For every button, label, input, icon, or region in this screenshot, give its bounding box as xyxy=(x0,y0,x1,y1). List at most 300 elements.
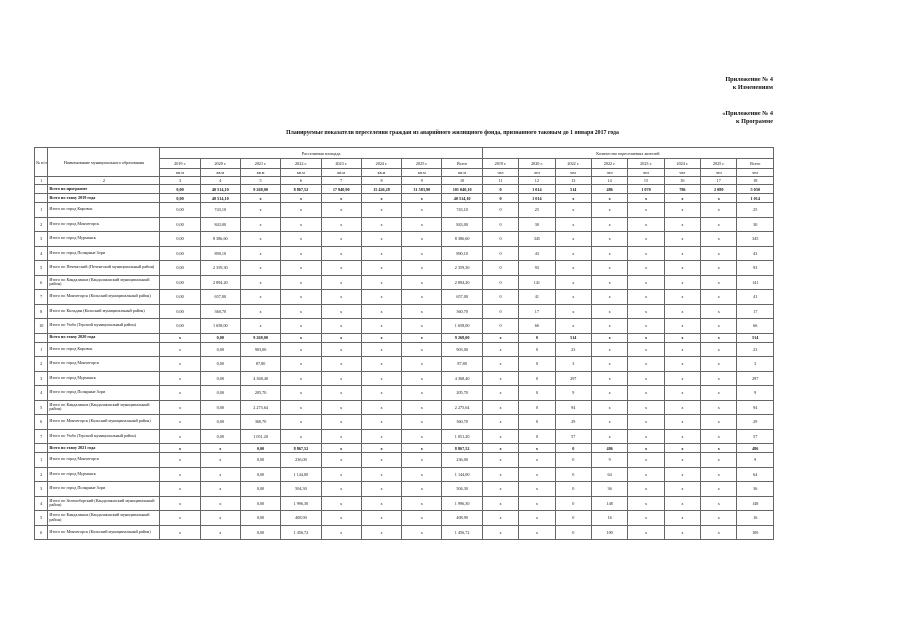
table-cell: х xyxy=(628,275,664,290)
table-cell: х xyxy=(482,400,518,415)
table-cell: х xyxy=(591,415,627,430)
table-cell: 743,10 xyxy=(200,203,240,218)
table-cell: 0 xyxy=(482,203,518,218)
table-cell: х xyxy=(664,357,700,372)
table-cell: х xyxy=(664,194,700,203)
table-cell: х xyxy=(591,429,627,444)
table-cell: 101 040,10 xyxy=(442,185,482,194)
table-cell: х xyxy=(361,371,401,386)
column-index: 2 xyxy=(48,177,160,185)
table-cell: х xyxy=(240,194,280,203)
unit-header: кв.м xyxy=(321,169,361,177)
year-header: 2022 г. xyxy=(555,159,591,169)
table-cell: х xyxy=(361,496,401,511)
table-cell: х xyxy=(701,400,737,415)
col-municipality-header: Наименование муниципального образования xyxy=(48,148,160,177)
table-cell: 0,00 xyxy=(240,482,280,497)
table-cell: х xyxy=(555,304,591,319)
appendix-line-1: Приложение № 4 xyxy=(725,76,773,83)
table-cell: х xyxy=(281,246,321,261)
table-cell: х xyxy=(628,217,664,232)
table-cell: 16 xyxy=(591,511,627,526)
column-index: 16 xyxy=(664,177,700,185)
table-cell: 64 xyxy=(737,467,774,482)
row-number: 6 xyxy=(35,525,48,540)
column-index: 14 xyxy=(591,177,627,185)
unit-header: кв.м xyxy=(361,169,401,177)
row-number: 1 xyxy=(35,453,48,468)
table-cell: х xyxy=(321,444,361,453)
table-cell: х xyxy=(628,453,664,468)
table-cell: х xyxy=(240,217,280,232)
table-cell: 2 275,64 xyxy=(240,400,280,415)
unit-header: кв.м xyxy=(200,169,240,177)
table-cell: 23 xyxy=(737,342,774,357)
table-cell: х xyxy=(200,511,240,526)
table-cell: 41 xyxy=(519,290,555,305)
table-cell: х xyxy=(591,261,627,276)
table-cell: 1 144,00 xyxy=(442,467,482,482)
table-cell: х xyxy=(160,429,200,444)
municipality-name: Итого по город Кировск xyxy=(48,342,160,357)
table-cell: 87,80 xyxy=(240,357,280,372)
table-cell: 297 xyxy=(555,371,591,386)
table-cell: х xyxy=(701,275,737,290)
table-cell: 0,00 xyxy=(240,525,280,540)
table-cell: 3 xyxy=(555,357,591,372)
table-cell: х xyxy=(628,525,664,540)
table-cell: 40 514,10 xyxy=(200,185,240,194)
table-cell: х xyxy=(160,400,200,415)
table-cell: 0,00 xyxy=(160,246,200,261)
table-cell: х xyxy=(628,232,664,247)
municipality-name: Итого по город Мурманск xyxy=(48,232,160,247)
table-cell: 0 xyxy=(555,496,591,511)
table-cell: х xyxy=(591,290,627,305)
table-cell: 41 xyxy=(737,290,774,305)
table-cell: 93 xyxy=(519,261,555,276)
table-cell: 345 xyxy=(737,232,774,247)
table-cell: х xyxy=(361,275,401,290)
table-cell: х xyxy=(664,217,700,232)
municipality-name: Итого по Зеленоборский (Кандалакшский муниципальный район) xyxy=(48,496,160,511)
table-cell: 9 268,00 xyxy=(240,185,280,194)
table-cell: 29 xyxy=(555,415,591,430)
table-cell: х xyxy=(628,342,664,357)
table-cell: 0,00 xyxy=(240,453,280,468)
municipality-name: Всего по этапу 2019 года xyxy=(48,194,160,203)
table-cell: х xyxy=(361,467,401,482)
table-cell: х xyxy=(664,525,700,540)
column-index: 1 xyxy=(35,177,48,185)
table-cell: х xyxy=(591,400,627,415)
table-cell: 0,00 xyxy=(160,232,200,247)
table-cell: 657,00 xyxy=(442,290,482,305)
table-cell: 17 xyxy=(519,304,555,319)
table-cell: х xyxy=(361,415,401,430)
table-cell: х xyxy=(281,261,321,276)
table-cell: х xyxy=(591,217,627,232)
column-index: 11 xyxy=(482,177,518,185)
table-cell: 890,10 xyxy=(442,246,482,261)
table-cell: 40 514,10 xyxy=(442,194,482,203)
table-cell: 25 xyxy=(737,203,774,218)
row-number: 4 xyxy=(35,386,48,401)
table-cell: х xyxy=(160,333,200,342)
row-number: 6 xyxy=(35,275,48,290)
table-cell: х xyxy=(701,232,737,247)
table-cell: х xyxy=(628,386,664,401)
table-cell: х xyxy=(628,511,664,526)
table-cell: х xyxy=(701,203,737,218)
table-cell: х xyxy=(664,386,700,401)
table-cell: х xyxy=(591,342,627,357)
table-cell: 743,10 xyxy=(442,203,482,218)
table-cell: 9 xyxy=(591,453,627,468)
table-cell: х xyxy=(482,511,518,526)
appendix-line-2: к Изменениям xyxy=(732,84,773,91)
table-cell: х xyxy=(519,444,555,453)
table-cell: 57 xyxy=(737,429,774,444)
table-cell: х xyxy=(701,525,737,540)
row-number: 5 xyxy=(35,261,48,276)
table-cell: 4 368,40 xyxy=(442,371,482,386)
row-number: 4 xyxy=(35,496,48,511)
table-cell: 36 xyxy=(591,482,627,497)
table-row xyxy=(35,400,774,415)
table-cell: х xyxy=(321,453,361,468)
column-index: 4 xyxy=(200,177,240,185)
table-cell: х xyxy=(591,246,627,261)
column-index: 8 xyxy=(361,177,401,185)
table-cell: 0,00 xyxy=(200,371,240,386)
municipality-name: Итого по город Кировск xyxy=(48,203,160,218)
row-number: 7 xyxy=(35,290,48,305)
table-cell: х xyxy=(160,511,200,526)
table-cell: х xyxy=(664,261,700,276)
table-cell: х xyxy=(402,357,442,372)
unit-header: кв.м xyxy=(240,169,280,177)
table-cell: 0,00 xyxy=(200,386,240,401)
table-cell: х xyxy=(200,482,240,497)
row-number: 3 xyxy=(35,482,48,497)
table-cell: х xyxy=(701,304,737,319)
table-cell: 94 xyxy=(555,400,591,415)
table-cell: х xyxy=(701,290,737,305)
row-number: 2 xyxy=(35,357,48,372)
table-cell: 297 xyxy=(737,371,774,386)
table-cell: 843,00 xyxy=(200,217,240,232)
table-cell: 0,00 xyxy=(160,203,200,218)
table-cell: х xyxy=(321,511,361,526)
table-cell: х xyxy=(591,275,627,290)
row-number: 2 xyxy=(35,217,48,232)
row-number xyxy=(35,444,48,453)
table-cell: 504,30 xyxy=(442,482,482,497)
table-cell: 2 359,30 xyxy=(442,261,482,276)
table-cell: 0,00 xyxy=(200,357,240,372)
table-cell: 36 xyxy=(737,482,774,497)
table-cell: 786 xyxy=(664,185,700,194)
table-cell: х xyxy=(628,357,664,372)
table-cell: х xyxy=(402,203,442,218)
table-cell: 0 xyxy=(482,290,518,305)
table-cell: х xyxy=(664,511,700,526)
table-row xyxy=(35,261,774,276)
table-cell: х xyxy=(402,415,442,430)
table-cell: х xyxy=(664,444,700,453)
table-cell: х xyxy=(664,232,700,247)
unit-header: чел xyxy=(737,169,774,177)
table-cell: х xyxy=(160,371,200,386)
table-cell: 1 456,72 xyxy=(281,525,321,540)
year-header: Всего xyxy=(442,159,482,169)
year-header: 2020 г. xyxy=(519,159,555,169)
table-cell: 64 xyxy=(591,467,627,482)
table-cell: 141 xyxy=(519,275,555,290)
column-index: 5 xyxy=(240,177,280,185)
table-cell: 408,90 xyxy=(442,511,482,526)
table-cell: х xyxy=(321,217,361,232)
table-cell: х xyxy=(519,525,555,540)
table-cell: 0 xyxy=(555,444,591,453)
table-cell: 0 xyxy=(519,429,555,444)
table-cell: 0,00 xyxy=(160,194,200,203)
table-cell: х xyxy=(628,429,664,444)
table-cell: 0,00 xyxy=(160,304,200,319)
year-header: Всего xyxy=(737,159,774,169)
table-cell: х xyxy=(664,319,700,334)
unit-header: кв.м xyxy=(281,169,321,177)
table-row xyxy=(35,482,774,497)
table-cell: х xyxy=(321,467,361,482)
table-cell: 0 xyxy=(555,511,591,526)
table-cell: 9 xyxy=(555,386,591,401)
table-cell: х xyxy=(628,400,664,415)
table-cell: х xyxy=(240,246,280,261)
group-residents-header: Количество переселяемых жителей xyxy=(482,148,773,159)
unit-header: чел xyxy=(591,169,627,177)
unit-header: кв.м xyxy=(402,169,442,177)
table-cell: х xyxy=(281,342,321,357)
table-cell: 9 268,00 xyxy=(442,333,482,342)
table-cell: х xyxy=(240,304,280,319)
table-cell: 30 xyxy=(519,217,555,232)
table-row xyxy=(35,342,774,357)
table-cell: х xyxy=(160,444,200,453)
column-index: 13 xyxy=(555,177,591,185)
table-cell: 486 xyxy=(737,444,774,453)
table-row xyxy=(35,525,774,540)
table-cell: х xyxy=(664,342,700,357)
table-cell: х xyxy=(160,386,200,401)
table-cell: х xyxy=(591,357,627,372)
table-cell: 87,80 xyxy=(442,357,482,372)
table-cell: 0 xyxy=(482,246,518,261)
total-row xyxy=(35,333,774,342)
table-cell: х xyxy=(519,482,555,497)
table-cell: 100 xyxy=(737,525,774,540)
table-cell: 0,00 xyxy=(200,400,240,415)
table-cell: 0 xyxy=(482,275,518,290)
unit-header: кв.м xyxy=(160,169,200,177)
table-cell: х xyxy=(482,496,518,511)
table-cell: х xyxy=(664,453,700,468)
table-cell: х xyxy=(402,429,442,444)
municipality-name: Итого по Умба (Терский муниципальный район) xyxy=(48,319,160,334)
table-cell: х xyxy=(402,496,442,511)
table-cell: х xyxy=(628,415,664,430)
table-cell: 486 xyxy=(591,444,627,453)
table-cell: х xyxy=(701,444,737,453)
table-cell: 0 xyxy=(519,400,555,415)
year-header: 2023 г. xyxy=(628,159,664,169)
table-cell: х xyxy=(402,304,442,319)
table-cell: х xyxy=(701,386,737,401)
table-cell: х xyxy=(361,429,401,444)
table-cell: 141 xyxy=(737,275,774,290)
table-cell: 1 456,72 xyxy=(442,525,482,540)
table-cell: х xyxy=(402,400,442,415)
table-cell: 0 xyxy=(555,467,591,482)
row-number: 2 xyxy=(35,467,48,482)
table-cell: 0 xyxy=(519,386,555,401)
table-cell: 0,00 xyxy=(160,185,200,194)
table-cell: х xyxy=(321,357,361,372)
table-cell: х xyxy=(555,217,591,232)
column-index: 17 xyxy=(701,177,737,185)
table-cell: 1 051,20 xyxy=(240,429,280,444)
table-cell: 0,00 xyxy=(240,467,280,482)
table-cell: х xyxy=(519,467,555,482)
table-cell: х xyxy=(402,453,442,468)
row-number xyxy=(35,333,48,342)
table-cell: 236,00 xyxy=(281,453,321,468)
table-cell: х xyxy=(281,232,321,247)
year-header: 2020 г. xyxy=(200,159,240,169)
table-cell: х xyxy=(321,400,361,415)
table-cell: х xyxy=(361,511,401,526)
table-cell: х xyxy=(664,275,700,290)
header-row-indices xyxy=(35,177,774,185)
table-cell: 17 xyxy=(737,304,774,319)
row-number: 6 xyxy=(35,415,48,430)
table-cell: х xyxy=(200,525,240,540)
municipality-name: Итого по Мончегорск (Кольский муниципальный район) xyxy=(48,290,160,305)
unit-header: чел xyxy=(482,169,518,177)
table-cell: х xyxy=(482,429,518,444)
table-cell: х xyxy=(701,482,737,497)
table-cell: 5 030 xyxy=(737,185,774,194)
table-cell: х xyxy=(361,342,401,357)
table-row xyxy=(35,232,774,247)
table-cell: х xyxy=(701,319,737,334)
table-cell: х xyxy=(281,333,321,342)
table-cell: х xyxy=(160,453,200,468)
table-cell: 8 867,52 xyxy=(281,444,321,453)
table-cell: х xyxy=(591,333,627,342)
table-cell: х xyxy=(361,386,401,401)
municipality-name: Итого по город Мурманск xyxy=(48,467,160,482)
data-table xyxy=(34,147,774,540)
table-cell: х xyxy=(628,444,664,453)
table-row xyxy=(35,357,774,372)
table-cell: х xyxy=(321,429,361,444)
table-cell: х xyxy=(361,482,401,497)
table-cell: х xyxy=(664,371,700,386)
table-row xyxy=(35,496,774,511)
table-cell: 4 368,40 xyxy=(240,371,280,386)
table-cell: х xyxy=(628,304,664,319)
table-cell: х xyxy=(555,232,591,247)
table-cell: х xyxy=(555,194,591,203)
table-cell: х xyxy=(361,357,401,372)
table-row xyxy=(35,246,774,261)
table-cell: 8 867,52 xyxy=(281,185,321,194)
year-header: 2019 г. xyxy=(160,159,200,169)
table-cell: 1 996,30 xyxy=(442,496,482,511)
municipality-name: Итого по Мончегорск (Кольский муниципальный район) xyxy=(48,415,160,430)
table-cell: х xyxy=(160,467,200,482)
table-cell: х xyxy=(402,444,442,453)
table-cell: х xyxy=(664,304,700,319)
table-cell: х xyxy=(664,467,700,482)
table-cell: х xyxy=(701,246,737,261)
table-cell: х xyxy=(555,319,591,334)
table-cell: х xyxy=(701,453,737,468)
table-cell: 1 014 xyxy=(737,194,774,203)
table-cell: х xyxy=(321,304,361,319)
table-cell: х xyxy=(321,261,361,276)
table-cell: 0 xyxy=(482,194,518,203)
table-cell: 514 xyxy=(555,333,591,342)
table-cell: х xyxy=(482,453,518,468)
table-cell: х xyxy=(482,415,518,430)
table-cell: 205,70 xyxy=(240,386,280,401)
table-cell: х xyxy=(482,482,518,497)
table-cell: х xyxy=(361,290,401,305)
table-cell: 2 894,20 xyxy=(442,275,482,290)
table-row xyxy=(35,203,774,218)
table-cell: х xyxy=(281,400,321,415)
municipality-name: Итого по Печенгский (Печенгский муниципальный район) xyxy=(48,261,160,276)
table-cell: х xyxy=(402,194,442,203)
table-cell: х xyxy=(402,232,442,247)
table-cell: х xyxy=(160,496,200,511)
municipality-name: Итого по город Мончегорск xyxy=(48,217,160,232)
table-cell: 890,10 xyxy=(200,246,240,261)
table-cell: х xyxy=(591,386,627,401)
table-cell: х xyxy=(281,319,321,334)
table-cell: х xyxy=(281,357,321,372)
table-cell: х xyxy=(200,496,240,511)
unit-header: чел xyxy=(701,169,737,177)
table-cell: 0 xyxy=(482,319,518,334)
municipality-name: Всего по программе xyxy=(48,185,160,194)
table-cell: х xyxy=(361,444,401,453)
table-cell: х xyxy=(591,194,627,203)
table-cell: 15 426,28 xyxy=(361,185,401,194)
table-cell: х xyxy=(701,496,737,511)
table-cell: 2 080 xyxy=(701,185,737,194)
table-cell: х xyxy=(664,246,700,261)
table-cell: х xyxy=(628,194,664,203)
table-cell: 8 386,60 xyxy=(200,232,240,247)
table-cell: х xyxy=(664,333,700,342)
table-cell: х xyxy=(321,386,361,401)
table-cell: х xyxy=(361,217,401,232)
table-cell: х xyxy=(321,246,361,261)
